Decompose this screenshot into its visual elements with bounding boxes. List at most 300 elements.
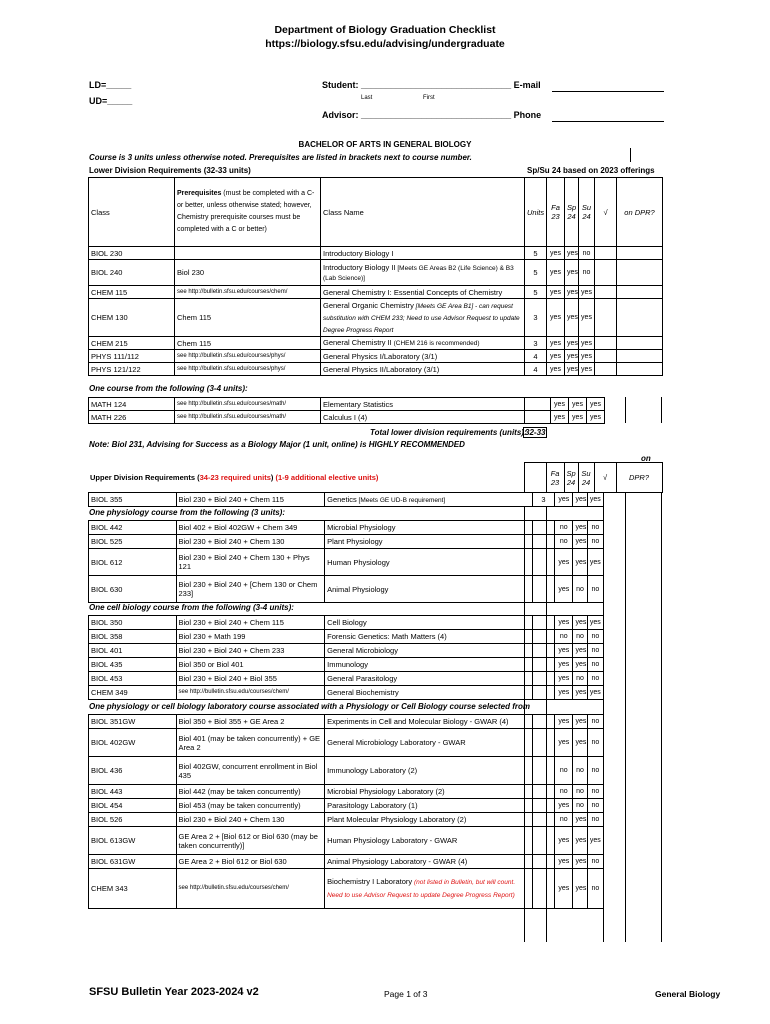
course-units [532, 521, 554, 535]
header-dpr: DPR? [616, 463, 662, 493]
units-column-line [524, 506, 525, 942]
table-row [89, 827, 604, 855]
dpr-cell[interactable] [617, 286, 663, 299]
course-prereq: Biol 453 (may be taken concurrently) [176, 799, 325, 813]
course-prereq[interactable]: see http://bulletin.sfsu.edu/courses/chem/ [176, 686, 325, 700]
sp-cell: yes [565, 247, 579, 260]
su-cell: yes [579, 363, 595, 376]
table-row [89, 398, 605, 411]
course-name: Biochemistry I Laboratory (not listed in Bulletin, but will count. Need to use Advisor Request to update Degree Progress Report) [325, 869, 533, 909]
program-title: BACHELOR OF ARTS IN GENERAL BIOLOGY [298, 140, 472, 149]
course-name: Elementary Statistics [321, 398, 525, 411]
corner-marker [630, 148, 631, 162]
course-name: Introductory Biology II [Meets GE Areas B2 (Life Science) & B3 (Lab Science)] [321, 260, 525, 286]
math-dpr-column-line [661, 397, 662, 423]
header-class-name: Class Name [321, 178, 525, 247]
sp-cell: yes [573, 827, 587, 855]
course-code: BIOL 525 [89, 535, 177, 549]
units-note: Course is 3 units unless otherwise noted. Prerequisites are listed in brackets next to course number. [89, 153, 472, 162]
su-cell: no [579, 247, 595, 260]
course-prereq: Biol 230 + Biol 240 + Chem 233 [176, 644, 325, 658]
fa-cell: yes [555, 869, 573, 909]
su-cell: yes [587, 549, 603, 576]
course-prereq: Biol 442 (may be taken concurrently) [176, 785, 325, 799]
course-prereq: Biol 230 + Biol 240 + Chem 130 + Phys 121 [176, 549, 325, 576]
course-name: Immunology [325, 658, 533, 672]
fa-column-line [546, 506, 547, 942]
table-row [89, 363, 663, 376]
dpr-column-line [661, 492, 662, 942]
su-cell: no [587, 757, 603, 785]
course-name: General Microbiology Laboratory - GWAR [325, 729, 533, 757]
course-units [532, 672, 554, 686]
fa-cell: yes [547, 286, 565, 299]
dpr-cell[interactable] [617, 337, 663, 350]
sp-cell: yes [573, 658, 587, 672]
table-row [89, 799, 604, 813]
course-units [532, 855, 554, 869]
fa-cell: yes [547, 260, 565, 286]
dpr-cell[interactable] [617, 363, 663, 376]
course-units [532, 715, 554, 729]
header-fa: Fa 23 [546, 463, 564, 493]
course-prereq: Biol 350 or Biol 401 [176, 658, 325, 672]
sp-cell: no [573, 672, 587, 686]
course-units [532, 757, 554, 785]
course-name: General Biochemistry [325, 686, 533, 700]
table-row [89, 869, 604, 909]
fa-cell: yes [555, 493, 573, 507]
lower-heading: Lower Division Requirements (32-33 units) [89, 166, 251, 175]
email-line [552, 91, 664, 92]
course-units [532, 658, 554, 672]
course-name: Forensic Genetics: Math Matters (4) [325, 630, 533, 644]
su-cell: yes [587, 827, 603, 855]
course-prereq[interactable]: see http://bulletin.sfsu.edu/courses/chem/ [176, 869, 325, 909]
fa-cell: yes [547, 337, 565, 350]
fa-cell: no [555, 630, 573, 644]
course-name: Genetics [Meets GE UD-B requirement] [325, 493, 533, 507]
physiology-heading: One physiology course from the following (3 units): [89, 508, 286, 517]
advisor-field: Advisor: ______________________________ Phone [322, 110, 542, 120]
course-prereq [175, 247, 321, 260]
fa-cell: no [555, 813, 573, 827]
course-prereq: Biol 402GW, concurrent enrollment in Biol 435 [176, 757, 325, 785]
course-name: Cell Biology [325, 616, 533, 630]
course-code: BIOL 453 [89, 672, 177, 686]
check-cell[interactable] [595, 247, 617, 260]
course-code: BIOL 630 [89, 576, 177, 603]
physiology-table [88, 520, 604, 603]
table-row [89, 286, 663, 299]
table-row [89, 576, 604, 603]
sp-cell: no [573, 576, 587, 603]
su-cell: yes [587, 686, 603, 700]
fa-cell: yes [547, 247, 565, 260]
fa-cell: yes [555, 658, 573, 672]
header-units: Units [525, 178, 547, 247]
advising-url[interactable]: https://biology.sfsu.edu/advising/undergraduate [265, 38, 505, 50]
page-number: Page 1 of 3 [384, 989, 428, 999]
table-row [89, 337, 663, 350]
last-label: Last [361, 95, 373, 101]
course-code: CHEM 115 [89, 286, 175, 299]
sp-cell: no [573, 630, 587, 644]
course-units [532, 644, 554, 658]
su-cell: no [579, 260, 595, 286]
course-code: MATH 124 [89, 398, 175, 411]
course-code: MATH 226 [89, 411, 175, 424]
su-cell: yes [579, 350, 595, 363]
course-units [532, 785, 554, 799]
course-code: BIOL 526 [89, 813, 177, 827]
course-code: PHYS 121/122 [89, 363, 175, 376]
sp-cell: yes [573, 616, 587, 630]
course-name: Plant Molecular Physiology Laboratory (2) [325, 813, 533, 827]
course-prereq: Biol 401 (may be taken concurrently) + GE Area 2 [176, 729, 325, 757]
course-code: BIOL 612 [89, 549, 177, 576]
course-units [532, 813, 554, 827]
fa-cell: yes [547, 299, 565, 337]
table-row [89, 729, 604, 757]
sp-cell: no [573, 757, 587, 785]
course-code: CHEM 130 [89, 299, 175, 337]
table-row [89, 630, 604, 644]
course-units [532, 549, 554, 576]
math-heading: One course from the following (3-4 units): [89, 384, 248, 393]
table-row [89, 715, 604, 729]
table-row [89, 299, 663, 337]
course-units: 4 [525, 350, 547, 363]
su-cell: yes [579, 286, 595, 299]
fa-cell: no [555, 521, 573, 535]
course-units: 5 [525, 247, 547, 260]
table-row [89, 549, 604, 576]
sp-cell: yes [573, 813, 587, 827]
course-code: BIOL 401 [89, 644, 177, 658]
su-cell: no [587, 630, 603, 644]
course-prereq: Biol 230 + Biol 240 + [Chem 130 or Chem 233] [176, 576, 325, 603]
header-dpr: on DPR? [617, 178, 663, 247]
course-prereq: Biol 230 [175, 260, 321, 286]
su-cell: yes [579, 337, 595, 350]
check-cell[interactable] [595, 260, 617, 286]
sp-cell: yes [573, 644, 587, 658]
fa-cell: yes [555, 855, 573, 869]
course-code: BIOL 402GW [89, 729, 177, 757]
su-cell: no [587, 813, 603, 827]
su-cell: no [587, 715, 603, 729]
sp-cell: yes [565, 337, 579, 350]
lower-division-table [88, 177, 663, 376]
course-units: 4 [525, 363, 547, 376]
sp-cell: yes [573, 521, 587, 535]
course-code: CHEM 343 [89, 869, 177, 909]
sp-cell: yes [573, 535, 587, 549]
course-units [532, 869, 554, 909]
course-prereq: Biol 230 + Math 199 [176, 630, 325, 644]
course-prereq[interactable]: see http://bulletin.sfsu.edu/courses/math/ [175, 398, 321, 411]
course-name: Calculus I (4) [321, 411, 525, 424]
course-prereq: Biol 402 + Biol 402GW + Chem 349 [176, 521, 325, 535]
course-code: BIOL 240 [89, 260, 175, 286]
ld-field: LD=_____ [89, 80, 132, 90]
sp-cell: yes [565, 350, 579, 363]
fa-cell: no [555, 757, 573, 785]
sp-cell: yes [569, 411, 587, 424]
course-units [532, 535, 554, 549]
header-su: Su 24 [578, 463, 594, 493]
course-prereq: Biol 230 + Biol 240 + Chem 115 [176, 493, 325, 507]
fa-cell: yes [555, 672, 573, 686]
course-name: Microbial Physiology Laboratory (2) [325, 785, 533, 799]
course-prereq: Biol 230 + Biol 240 + Chem 115 [176, 616, 325, 630]
lab-heading: One physiology or cell biology laboratory course associated with a Physiology or Cell Biology course selected from [89, 702, 530, 711]
check-cell[interactable] [595, 286, 617, 299]
course-prereq: Chem 115 [175, 337, 321, 350]
dpr-cell[interactable] [617, 260, 663, 286]
course-prereq: Biol 230 + Biol 240 + Chem 130 [176, 813, 325, 827]
header-prereq: Prerequisites (must be completed with a C- or better, unless otherwise stated; however, Chemistry prerequisite courses must be completed with a C or better) [175, 178, 321, 247]
fa-cell: yes [555, 729, 573, 757]
course-code: BIOL 443 [89, 785, 177, 799]
course-units: 3 [525, 299, 547, 337]
course-code: BIOL 355 [89, 493, 177, 507]
course-units: 3 [525, 337, 547, 350]
fa-cell: yes [555, 827, 573, 855]
su-cell: no [587, 869, 603, 909]
course-prereq: Biol 350 + Biol 355 + GE Area 2 [176, 715, 325, 729]
sp-cell: yes [565, 363, 579, 376]
fa-cell: yes [555, 549, 573, 576]
course-name: Human Physiology Laboratory - GWAR [325, 827, 533, 855]
upper-header-table [88, 462, 663, 493]
course-prereq[interactable]: see http://bulletin.sfsu.edu/courses/phys/ [175, 363, 321, 376]
biol231-note: Note: Biol 231, Advising for Success as a Biology Major (1 unit, online) is HIGHLY RECOMMENDED [89, 440, 465, 449]
table-row [89, 616, 604, 630]
course-code: BIOL 442 [89, 521, 177, 535]
su-cell: no [587, 535, 603, 549]
header-class: Class [89, 178, 175, 247]
upper-units-blank [524, 463, 546, 493]
course-name: General Microbiology [325, 644, 533, 658]
course-name: Plant Physiology [325, 535, 533, 549]
course-units: 3 [532, 493, 554, 507]
course-units: 5 [525, 260, 547, 286]
upper-on-label: on [641, 454, 651, 463]
dpr-cell[interactable] [617, 247, 663, 260]
program-name: General Biology [655, 989, 721, 999]
course-code: BIOL 435 [89, 658, 177, 672]
bulletin-year: SFSU Bulletin Year 2023-2024 v2 [89, 986, 259, 998]
course-units [532, 827, 554, 855]
check-cell[interactable] [595, 299, 617, 337]
table-row [89, 672, 604, 686]
first-label: First [423, 95, 435, 101]
course-units [525, 411, 551, 424]
course-name: Immunology Laboratory (2) [325, 757, 533, 785]
course-name: Experiments in Cell and Molecular Biology - GWAR (4) [325, 715, 533, 729]
table-row [89, 493, 604, 507]
course-code: BIOL 351GW [89, 715, 177, 729]
su-cell: no [587, 785, 603, 799]
course-name: General Chemistry II (CHEM 216 is recommended) [321, 337, 525, 350]
check-column-line [625, 492, 626, 942]
su-cell: no [587, 855, 603, 869]
math-check-column-line [625, 397, 626, 423]
course-code: CHEM 215 [89, 337, 175, 350]
course-prereq: Biol 230 + Biol 240 + Chem 130 [176, 535, 325, 549]
check-icon: √ [595, 178, 617, 247]
table-row [89, 247, 663, 260]
fa-cell: yes [555, 644, 573, 658]
su-cell: no [587, 658, 603, 672]
table-row [89, 785, 604, 799]
page-title: Department of Biology Graduation Checklist [274, 24, 496, 36]
fa-cell: no [555, 785, 573, 799]
course-prereq: Biol 230 + Biol 240 + Biol 355 [176, 672, 325, 686]
sp-cell: no [573, 785, 587, 799]
su-cell: no [587, 799, 603, 813]
su-cell: yes [587, 616, 603, 630]
header-su: Su 24 [579, 178, 595, 247]
lab-table [88, 714, 604, 909]
course-units [532, 799, 554, 813]
total-lower-label: Total lower division requirements (units): [370, 428, 527, 437]
header-sp: Sp 24 [565, 178, 579, 247]
su-cell: yes [579, 299, 595, 337]
course-units [532, 630, 554, 644]
student-field: Student: ______________________________ E-mail [322, 80, 541, 90]
cell-biology-table [88, 615, 604, 700]
check-cell[interactable] [595, 337, 617, 350]
sp-cell: no [573, 799, 587, 813]
sp-cell: yes [573, 493, 587, 507]
course-code: CHEM 349 [89, 686, 177, 700]
fa-cell: yes [555, 799, 573, 813]
sp-cell: yes [573, 855, 587, 869]
course-units [532, 686, 554, 700]
course-prereq: GE Area 2 + Biol 612 or Biol 630 [176, 855, 325, 869]
sp-cell: yes [573, 715, 587, 729]
su-cell: no [587, 644, 603, 658]
table-row [89, 535, 604, 549]
cell-heading: One cell biology course from the following (3-4 units): [89, 603, 294, 612]
course-name: Animal Physiology Laboratory - GWAR (4) [325, 855, 533, 869]
table-row [89, 644, 604, 658]
sp-cell: yes [569, 398, 587, 411]
check-cell[interactable] [595, 350, 617, 363]
course-units [532, 576, 554, 603]
fa-cell: yes [555, 616, 573, 630]
course-name: Microbial Physiology [325, 521, 533, 535]
sp-cell: yes [565, 286, 579, 299]
table-row [89, 855, 604, 869]
sp-cell: yes [573, 686, 587, 700]
course-name: General Parasitology [325, 672, 533, 686]
course-code: BIOL 358 [89, 630, 177, 644]
fa-cell: yes [547, 350, 565, 363]
course-name: Parasitology Laboratory (1) [325, 799, 533, 813]
sp-cell: yes [573, 869, 587, 909]
upper-table-genetics [88, 492, 604, 507]
su-cell: yes [587, 493, 603, 507]
table-row [89, 521, 604, 535]
course-name: General Chemistry I: Essential Concepts of Chemistry [321, 286, 525, 299]
course-code: BIOL 631GW [89, 855, 177, 869]
course-code: BIOL 454 [89, 799, 177, 813]
sp-cell: yes [565, 299, 579, 337]
su-cell: yes [587, 398, 605, 411]
course-prereq: Chem 115 [175, 299, 321, 337]
table-row [89, 260, 663, 286]
check-icon: √ [594, 463, 616, 493]
course-units [525, 398, 551, 411]
fa-cell: yes [555, 715, 573, 729]
course-prereq[interactable]: see http://bulletin.sfsu.edu/courses/math/ [175, 411, 321, 424]
sp-cell: yes [573, 729, 587, 757]
course-name: General Physics II/Laboratory (3/1) [321, 363, 525, 376]
course-name: Introductory Biology I [321, 247, 525, 260]
su-cell: no [587, 729, 603, 757]
su-column-line [603, 492, 604, 942]
dpr-cell[interactable] [617, 350, 663, 363]
table-row [89, 813, 604, 827]
course-name: Human Physiology [325, 549, 533, 576]
fa-cell: yes [551, 411, 569, 424]
course-prereq[interactable]: see http://bulletin.sfsu.edu/courses/chem/ [175, 286, 321, 299]
math-table [88, 397, 605, 424]
header-sp: Sp 24 [564, 463, 578, 493]
sp-cell: yes [565, 260, 579, 286]
course-code: BIOL 230 [89, 247, 175, 260]
header-fa: Fa 23 [547, 178, 565, 247]
course-prereq: GE Area 2 + [Biol 612 or Biol 630 (may be taken concurrently)] [176, 827, 325, 855]
su-cell: no [587, 521, 603, 535]
course-name: General Physics I/Laboratory (3/1) [321, 350, 525, 363]
table-row [89, 350, 663, 363]
fa-cell: yes [555, 686, 573, 700]
course-code: PHYS 111/112 [89, 350, 175, 363]
fa-cell: no [555, 535, 573, 549]
su-cell: no [587, 672, 603, 686]
sp-cell: yes [573, 549, 587, 576]
table-row [89, 757, 604, 785]
course-units [532, 729, 554, 757]
course-name: General Organic Chemistry [Meets GE Area B1] - can request substitution with CHEM 233; Need to use Advisor Request to update Degree Progress Report [321, 299, 525, 337]
course-code: BIOL 436 [89, 757, 177, 785]
table-row [89, 658, 604, 672]
dpr-cell[interactable] [617, 299, 663, 337]
fa-cell: yes [555, 576, 573, 603]
fa-cell: yes [551, 398, 569, 411]
table-row [89, 686, 604, 700]
su-cell: no [587, 576, 603, 603]
course-prereq[interactable]: see http://bulletin.sfsu.edu/courses/phys/ [175, 350, 321, 363]
course-code: BIOL 613GW [89, 827, 177, 855]
total-lower-value: 32-33 [525, 428, 546, 437]
check-cell[interactable] [595, 363, 617, 376]
course-name: Animal Physiology [325, 576, 533, 603]
fa-cell: yes [547, 363, 565, 376]
upper-heading: Upper Division Requirements (34-23 required units) (1-9 additional elective units) [88, 463, 524, 493]
course-code: BIOL 350 [89, 616, 177, 630]
course-units: 5 [525, 286, 547, 299]
table-row [89, 411, 605, 424]
su-cell: yes [587, 411, 605, 424]
phone-line [552, 121, 664, 122]
ud-field: UD=_____ [89, 96, 133, 106]
